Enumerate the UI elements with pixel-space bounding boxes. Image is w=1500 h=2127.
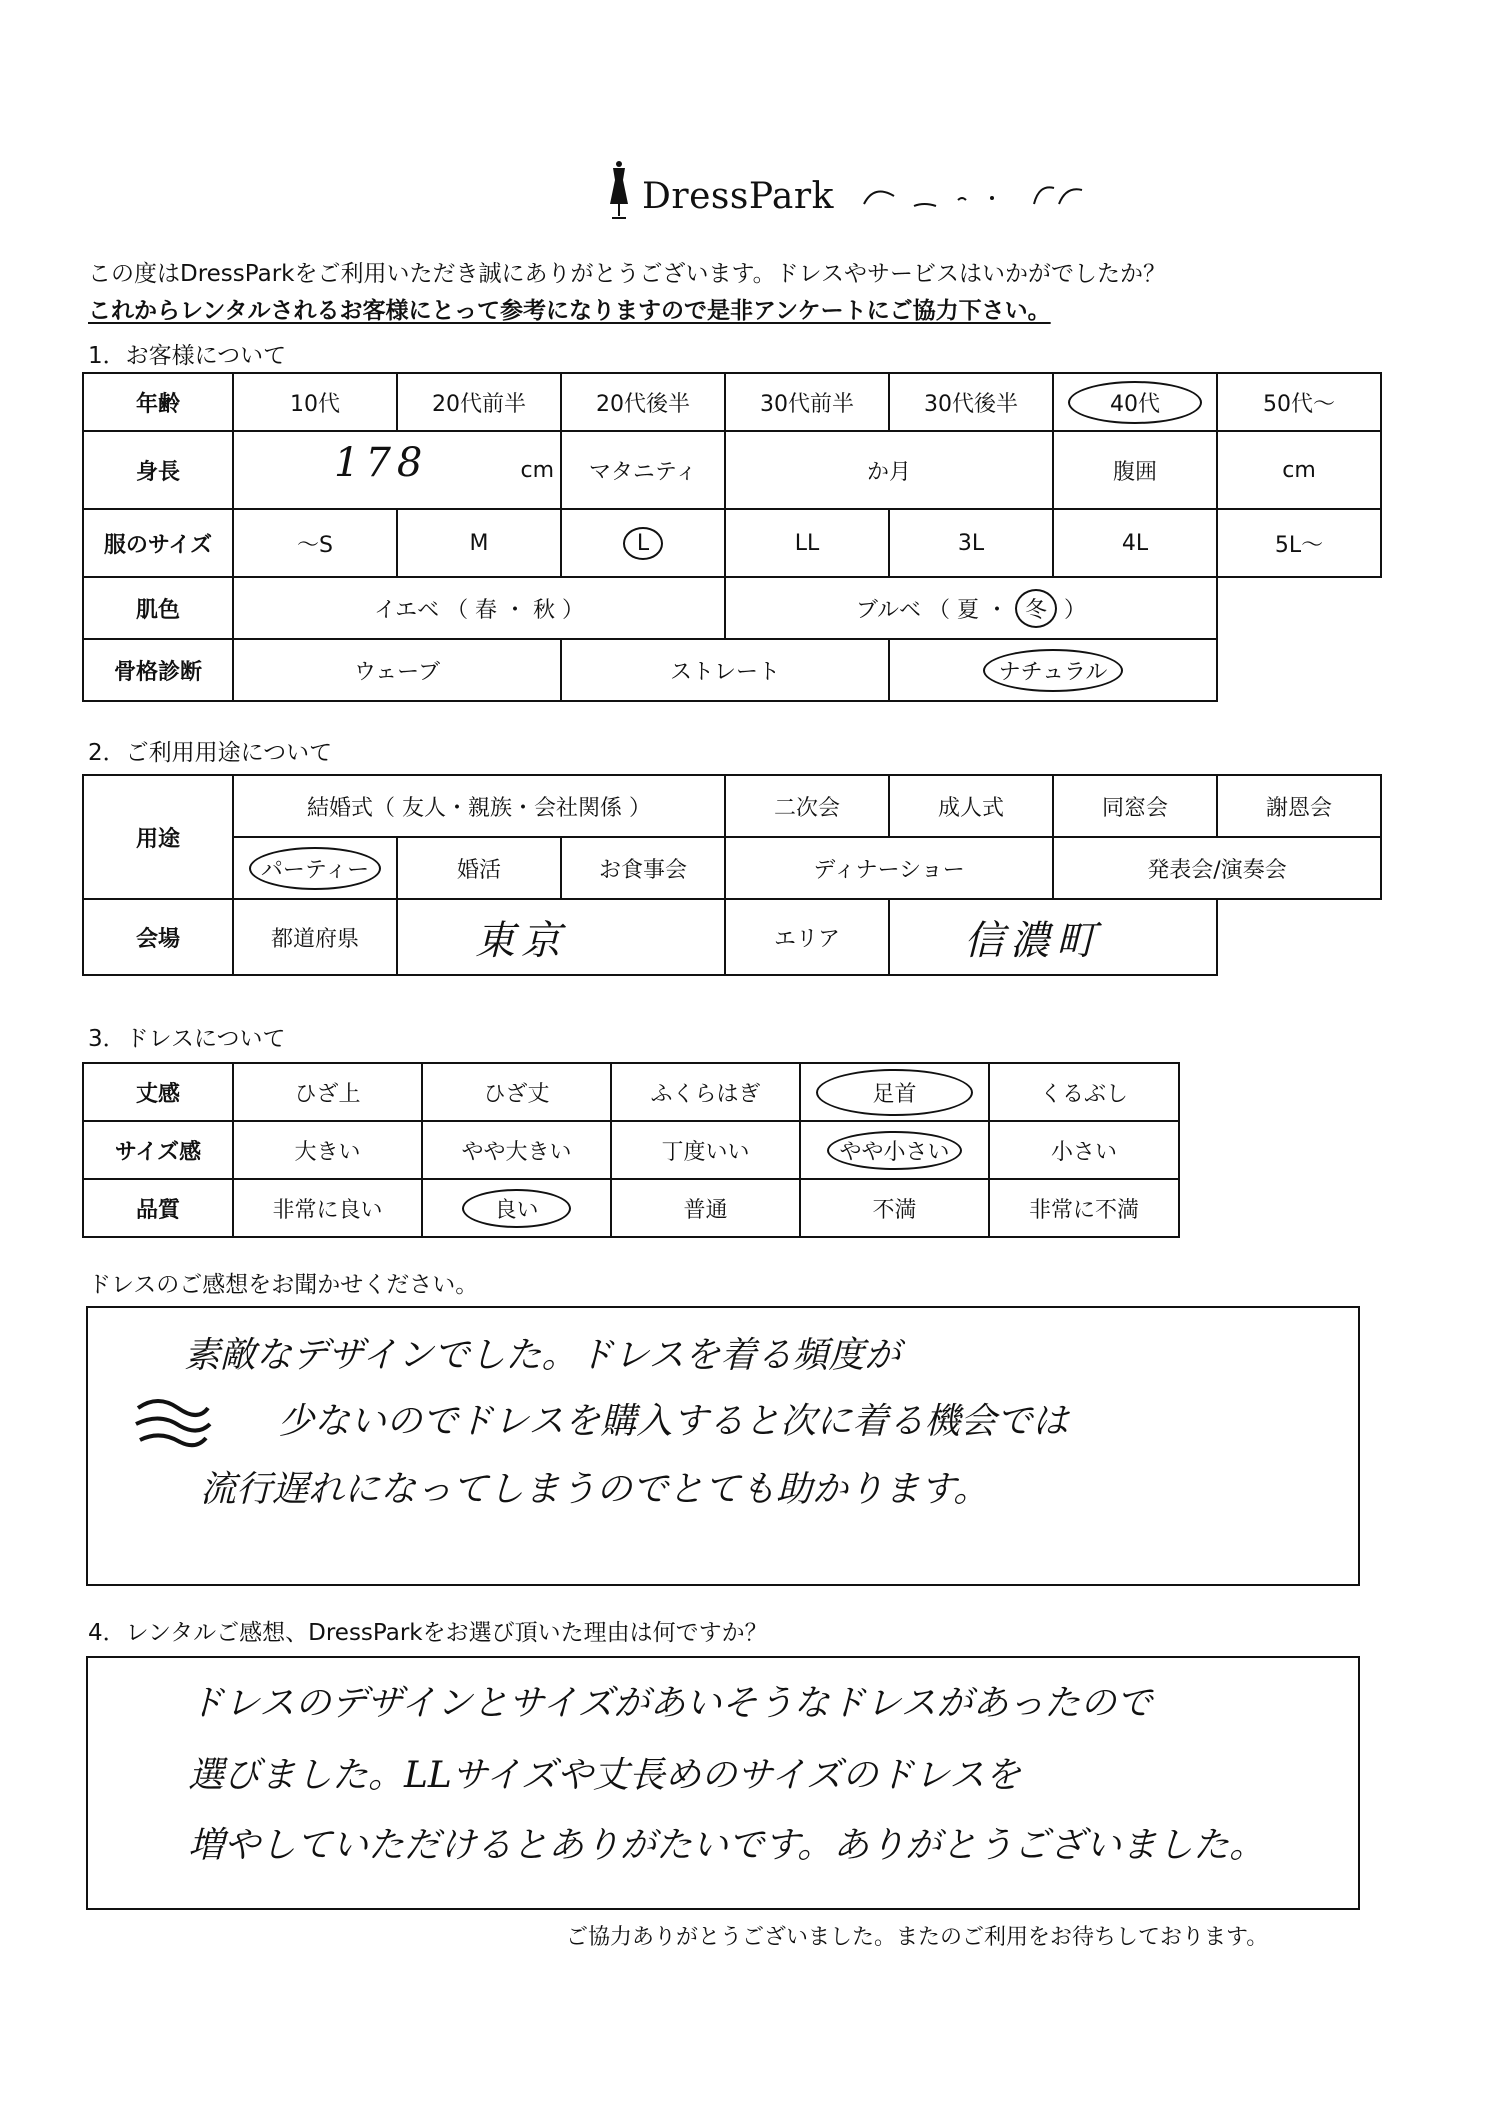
skin-label: 肌色: [83, 577, 233, 639]
fit-selected-circle: やや小さい: [827, 1131, 961, 1170]
age-option-selected[interactable]: [1053, 373, 1217, 431]
quality-option[interactable]: 非常に良い: [233, 1179, 422, 1237]
purpose-option[interactable]: 婚活: [397, 837, 561, 899]
purpose-option[interactable]: ディナーショー: [725, 837, 1053, 899]
length-option[interactable]: ひざ丈: [422, 1063, 611, 1121]
prefecture-value: 東京: [475, 917, 567, 964]
venue-label: 会場: [83, 899, 233, 975]
age-label: 年齢: [83, 373, 233, 431]
length-option[interactable]: ひざ上: [233, 1063, 422, 1121]
skeleton-selected-circle: ナチュラル: [983, 649, 1124, 692]
waist-unit: cm: [1282, 457, 1316, 483]
waist-label: 腹囲: [1053, 431, 1217, 509]
customer-table: [82, 372, 1382, 702]
impression-box[interactable]: [86, 1306, 1360, 1586]
size-row: [83, 509, 1381, 577]
closing-thanks: ご協力ありがとうございました。またのご利用をお待ちしております。: [566, 1925, 1269, 1950]
purpose-option[interactable]: 成人式: [889, 775, 1053, 837]
section1-title: 1．お客様について: [88, 343, 287, 369]
size-option[interactable]: LL: [725, 509, 889, 577]
impression-line: 少ないのでドレスを購入すると次に着る機会では: [278, 1401, 1069, 1442]
intro-text: この度はDressParkをご利用いただき誠にありがとうございます。ドレスやサービスはいかがでしたか？: [88, 261, 1166, 287]
size-option[interactable]: 4L: [1053, 509, 1217, 577]
dress-form-icon: [604, 160, 634, 220]
size-label: 服のサイズ: [83, 509, 233, 577]
fit-option[interactable]: 大きい: [233, 1121, 422, 1179]
purpose-option-selected[interactable]: [233, 837, 397, 899]
age-option[interactable]: 20代前半: [397, 373, 561, 431]
skeleton-option[interactable]: ストレート: [561, 639, 889, 701]
purpose-row-2: [83, 837, 1381, 899]
purpose-option[interactable]: 謝恩会: [1217, 775, 1381, 837]
skin-selected-circle: 冬: [1015, 589, 1057, 628]
height-row: [83, 431, 1381, 509]
impression-line: 流行遅れになってしまうのでとても助かります。: [200, 1469, 990, 1510]
skeleton-label: 骨格診断: [83, 639, 233, 701]
purpose-table: [82, 774, 1382, 976]
skin-row: [83, 577, 1381, 639]
purpose-selected-circle: パーティー: [249, 847, 381, 890]
waist-field[interactable]: [1217, 431, 1381, 509]
skeleton-option[interactable]: ウェーブ: [233, 639, 561, 701]
intro-request: これからレンタルされるお客様にとって参考になりますので是非アンケートにご協力下さい。: [88, 298, 1051, 324]
height-unit: cm: [520, 458, 554, 483]
impression-line: 素敵なデザインでした。ドレスを着る頻度が: [184, 1335, 901, 1376]
maternity-label: マタニティ: [561, 431, 725, 509]
purpose-option[interactable]: 同窓会: [1053, 775, 1217, 837]
purpose-row-1: [83, 775, 1381, 837]
age-option[interactable]: 50代～: [1217, 373, 1381, 431]
height-field[interactable]: [233, 431, 561, 509]
reason-line: 増やしていただけるとありがたいです。ありがとうございました。: [188, 1825, 1266, 1866]
purpose-option[interactable]: お食事会: [561, 837, 725, 899]
reason-box[interactable]: [86, 1656, 1360, 1910]
size-option-selected[interactable]: [561, 509, 725, 577]
age-option[interactable]: 30代前半: [725, 373, 889, 431]
quality-option-selected[interactable]: [422, 1179, 611, 1237]
reason-line: ドレスのデザインとサイズがあいそうなドレスがあったので: [188, 1683, 1153, 1724]
purpose-option[interactable]: 結婚式（ 友人・親族・会社関係 ）: [233, 775, 725, 837]
length-option[interactable]: くるぶし: [989, 1063, 1179, 1121]
fit-option[interactable]: 丁度いい: [611, 1121, 800, 1179]
quality-option[interactable]: 不満: [800, 1179, 989, 1237]
empty-cell: [1217, 899, 1381, 975]
prefecture-label: 都道府県: [233, 899, 397, 975]
length-selected-circle: 足首: [816, 1069, 972, 1116]
months-unit: か月: [866, 459, 911, 485]
section2-title: 2．ご利用用途について: [88, 740, 333, 766]
empty-cell: [1217, 577, 1381, 639]
height-value: 178: [334, 440, 429, 486]
section4-title: 4．レンタルご感想、DressParkをお選び頂いた理由は何ですか？: [88, 1620, 768, 1646]
quality-label: 品質: [83, 1179, 233, 1237]
area-label: エリア: [725, 899, 889, 975]
quality-option[interactable]: 普通: [611, 1179, 800, 1237]
age-option[interactable]: 10代: [233, 373, 397, 431]
blue-base-prefix: ブルベ （ 夏 ・: [855, 597, 1009, 623]
quality-option[interactable]: 非常に不満: [989, 1179, 1179, 1237]
area-value: 信濃町: [964, 917, 1103, 964]
length-label: 丈感: [83, 1063, 233, 1121]
size-option[interactable]: 5L～: [1217, 509, 1381, 577]
length-option-selected[interactable]: [800, 1063, 989, 1121]
brand-logo: [604, 156, 1024, 226]
fit-option-selected[interactable]: [800, 1121, 989, 1179]
age-option[interactable]: 30代後半: [889, 373, 1053, 431]
length-option[interactable]: ふくらはぎ: [611, 1063, 800, 1121]
section3-title: 3．ドレスについて: [88, 1026, 286, 1052]
maternity-months-field[interactable]: [725, 431, 1053, 509]
blue-base-option[interactable]: [725, 577, 1217, 639]
size-option[interactable]: 3L: [889, 509, 1053, 577]
age-row: [83, 373, 1381, 431]
prefecture-field[interactable]: [397, 899, 725, 975]
yellow-base-option[interactable]: イエベ （ 春 ・ 秋 ）: [233, 577, 725, 639]
fit-row: [83, 1121, 1179, 1179]
scribble-mark: [128, 1388, 218, 1468]
size-option[interactable]: M: [397, 509, 561, 577]
skeleton-row: [83, 639, 1381, 701]
purpose-label: 用途: [83, 775, 233, 899]
area-field[interactable]: [889, 899, 1217, 975]
length-row: [83, 1063, 1179, 1121]
fit-option[interactable]: やや大きい: [422, 1121, 611, 1179]
purpose-option[interactable]: 発表会/演奏会: [1053, 837, 1381, 899]
size-option[interactable]: ～S: [233, 509, 397, 577]
size-selected-circle: L: [623, 527, 663, 560]
height-label: 身長: [83, 431, 233, 509]
dress-table: [82, 1062, 1180, 1238]
age-option[interactable]: 20代後半: [561, 373, 725, 431]
purpose-option[interactable]: 二次会: [725, 775, 889, 837]
empty-cell: [1217, 639, 1381, 701]
skeleton-option-selected[interactable]: [889, 639, 1217, 701]
impression-title: ドレスのご感想をお聞かせください。: [88, 1272, 479, 1298]
fit-option[interactable]: 小さい: [989, 1121, 1179, 1179]
venue-row: [83, 899, 1381, 975]
quality-row: [83, 1179, 1179, 1237]
fit-label: サイズ感: [83, 1121, 233, 1179]
quality-selected-circle: 良い: [462, 1189, 570, 1228]
age-selected-circle: 40代: [1068, 381, 1202, 424]
blue-base-suffix: ）: [1064, 597, 1087, 623]
brand-name: DressPark: [642, 176, 834, 217]
reason-line: 選びました。LLサイズや丈長めのサイズのドレスを: [188, 1755, 1021, 1796]
scribble-marks: [854, 174, 1114, 214]
